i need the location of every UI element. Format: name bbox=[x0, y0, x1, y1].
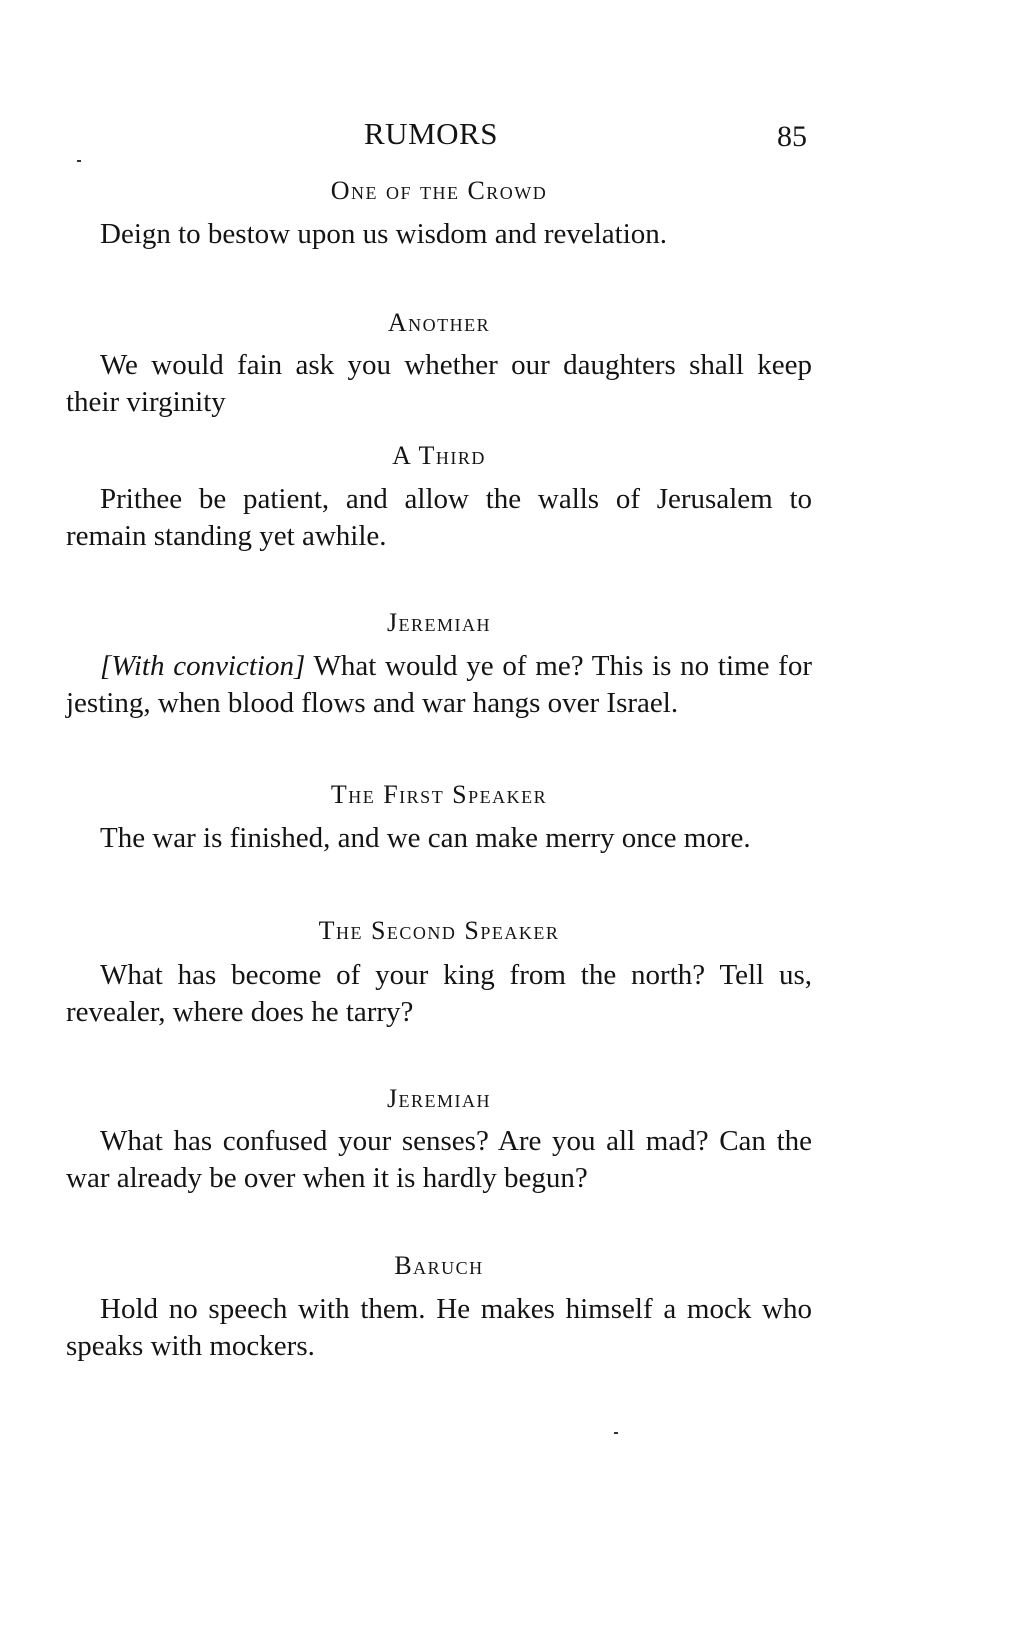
speech-text: Hold no speech with them. He makes himself a mock who speaks with mockers. bbox=[66, 1293, 812, 1362]
speech-text: Deign to bestow upon us wisdom and revelation. bbox=[100, 218, 668, 250]
speech-text: What has confused your senses? Are you all mad? Can the war already be over when it is hardly begun? bbox=[66, 1125, 812, 1194]
stray-ink-mark bbox=[614, 1432, 618, 1434]
running-head bbox=[0, 116, 1012, 156]
speaker-name: The Second Speaker bbox=[318, 916, 560, 945]
speech-body: What would ye of me? This is no time for jesting, when blood flows and war hangs over Israel. bbox=[66, 650, 812, 719]
speech-text: The war is finished, and we can make merry once more. bbox=[100, 822, 751, 854]
speaker-name: The First Speaker bbox=[330, 780, 548, 809]
stray-ink-mark bbox=[77, 160, 81, 162]
running-title: RUMORS bbox=[364, 116, 498, 151]
speech-text bbox=[66, 648, 812, 722]
speaker-name: A Third bbox=[392, 441, 486, 470]
speaker-name: Another bbox=[387, 308, 491, 337]
speaker-name: Jeremiah bbox=[386, 608, 492, 637]
page-number: 85 bbox=[777, 120, 807, 153]
speaker-name: Jeremiah bbox=[386, 1084, 492, 1113]
speech-text: Prithee be patient, and allow the walls of Jerusalem to remain standing yet awhile. bbox=[66, 483, 812, 552]
stage-direction: [With conviction] bbox=[100, 650, 306, 682]
speech-text: What has become of your king from the north? Tell us, revealer, where does he tarry? bbox=[66, 959, 812, 1028]
speech-text: We would fain ask you whether our daughters shall keep their virginity bbox=[66, 349, 812, 418]
speaker-name: One of the Crowd bbox=[330, 176, 548, 205]
speaker-name: Baruch bbox=[394, 1251, 484, 1280]
